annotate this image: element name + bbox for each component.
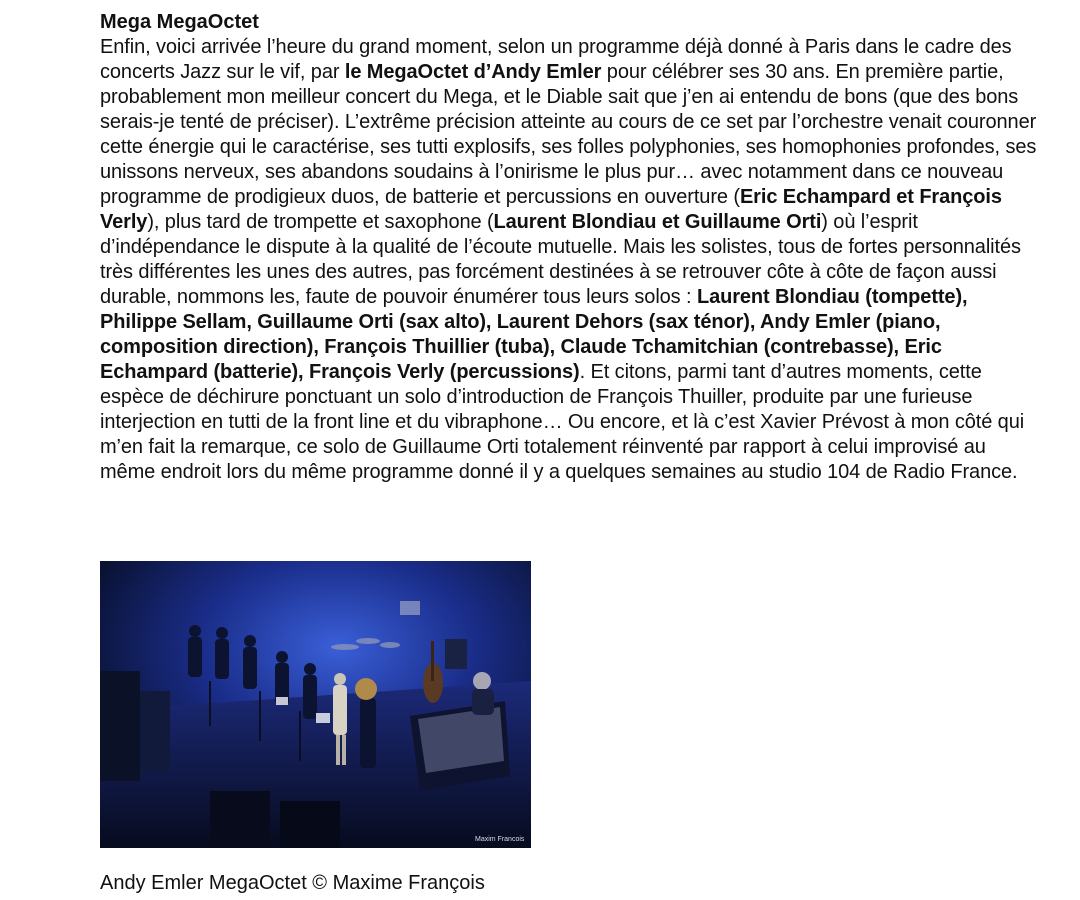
article-title: Mega MegaOctet (100, 11, 259, 33)
text-run: ), plus tard de trompette et saxophone ( (147, 211, 494, 233)
concert-photo (100, 561, 531, 848)
photo-caption: Andy Emler MegaOctet © Maxime François (100, 872, 485, 894)
article-paragraph (100, 35, 1040, 485)
bold-run: Laurent Blondiau (tompette), Philippe Sellam, Guillaume Orti (sax alto), Laurent Dehors (sax ténor), Andy Emler (piano, composition direction), François Thuillier (tuba), Claude Tchamitchian (contrebasse), Eric Echampard (batterie), François Verly (percussions) (100, 286, 968, 383)
article (100, 10, 1040, 485)
bold-run: Laurent Blondiau et Guillaume Orti (493, 211, 822, 233)
concert-photo-image (100, 561, 531, 848)
photo-watermark: Maxim Francois (475, 836, 525, 843)
bold-run: Eric Echampard et François Verly (100, 186, 1002, 233)
text-run: ) où l’esprit d’indépendance le dispute à la qualité de l’écoute mutuelle. Mais les solistes, tous de fortes personnalités très différentes les unes des autres, pas forcément destinées à se retrouver côte à côte de façon aussi durable, nommons les, faute de pouvoir énumérer tous leurs solos : (100, 211, 1021, 308)
text-run: Enfin, voici arrivée l’heure du grand moment, selon un programme déjà donné à Paris dans le cadre des concerts Jazz sur le vif, par (100, 36, 1012, 83)
text-run: . Et citons, parmi tant d’autres moments, cette espèce de déchirure ponctuant un solo d’introduction de François Thuiller, produite par une furieuse interjection en tutti de la front line et du vibraphone… Ou encore, et là c’est Xavier Prévost à mon côté qui m’en fait la remarque, ce solo de Guillaume Orti totalement réinventé par rapport à celui improvisé au même endroit lors du même programme donné il y a quelques semaines au studio 104 de Radio France. (100, 361, 1025, 483)
text-run: pour célébrer ses 30 ans. En première partie, probablement mon meilleur concert du Mega, et le Diable sait que j’en ai entendu de bons (que des bons serais-je tenté de préciser). L’extrême précision atteinte au cours de ce set par l’orchestre venait couronner cette énergie qui le caractérise, ses tutti explosifs, ses folles polyphonies, ses homophonies profondes, ses unissons nerveux, ses abandons soudains à l’onirisme le plus pur… avec notamment dans ce nouveau programme de prodigieux duos, de batterie et percussions en ouverture ( (100, 61, 1037, 208)
bold-run: le MegaOctet d’Andy Emler (344, 61, 602, 83)
